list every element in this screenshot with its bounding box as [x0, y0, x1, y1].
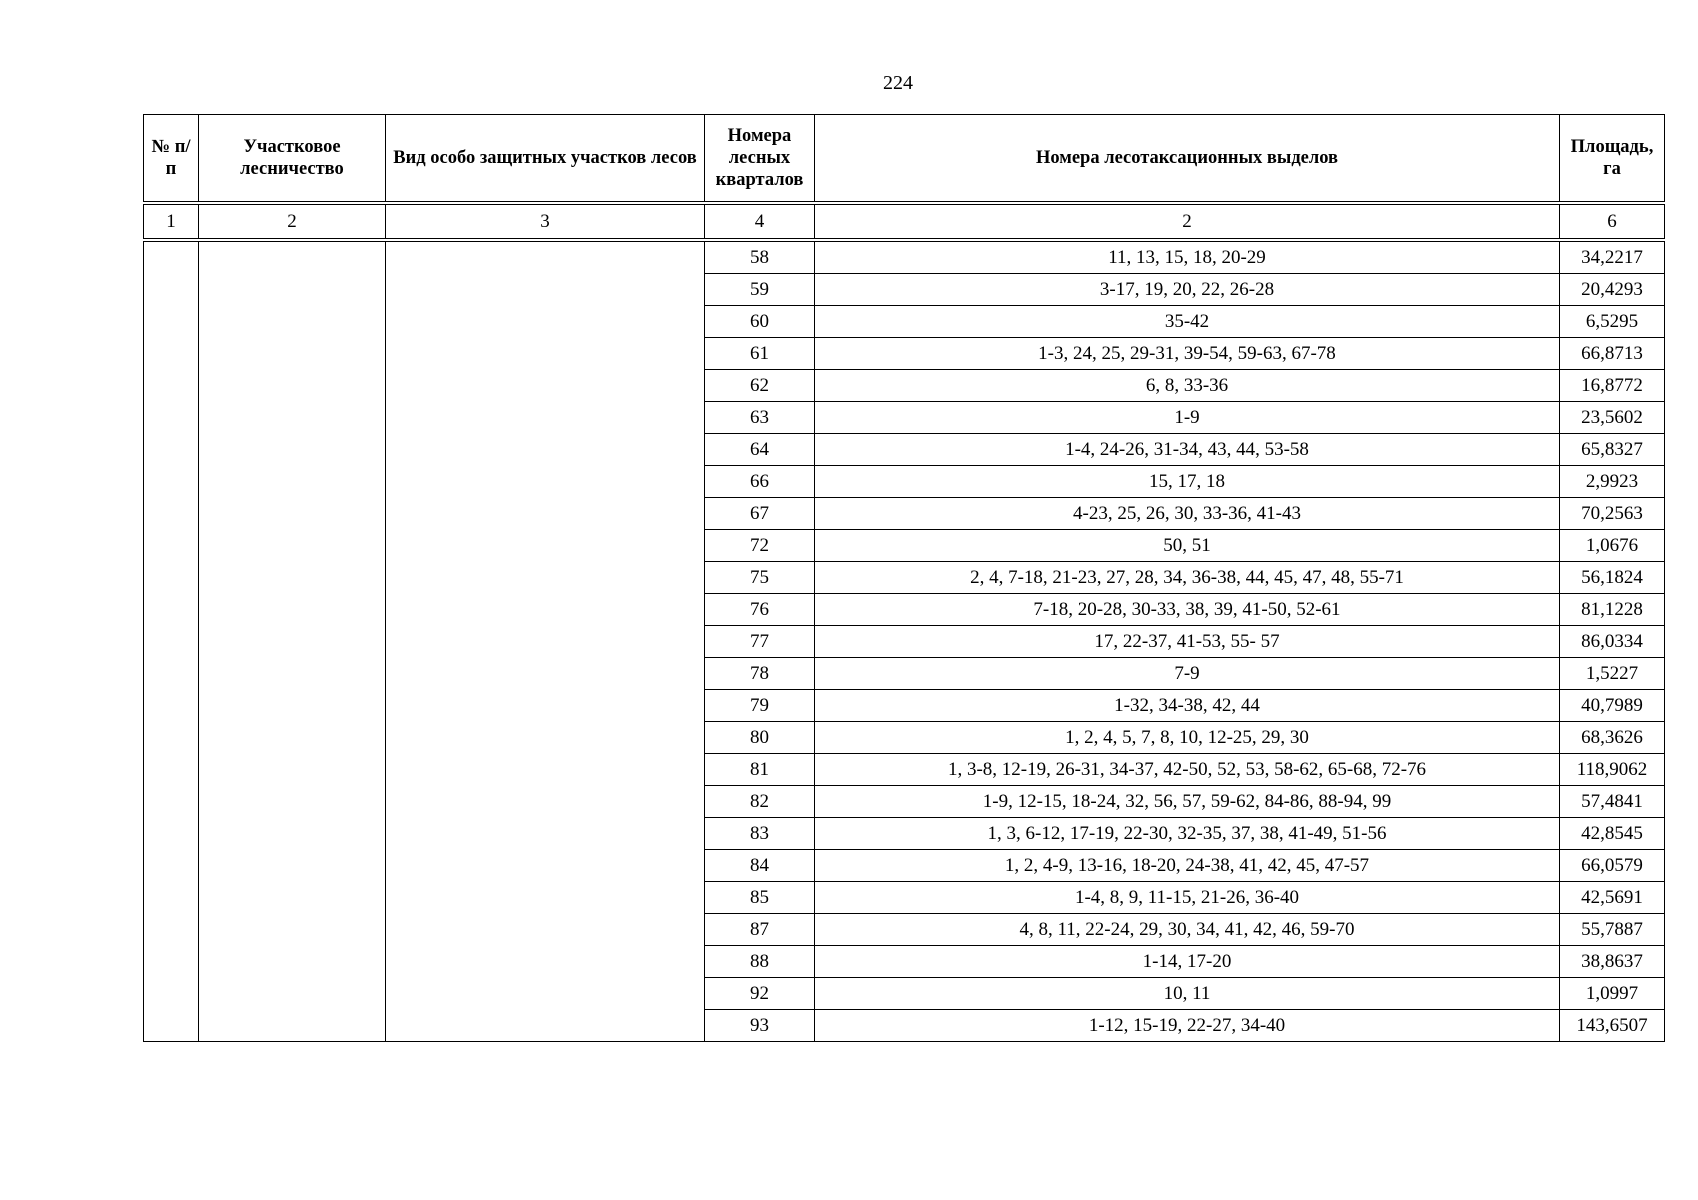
quarter-cell: 61 [705, 338, 815, 370]
quarter-cell: 76 [705, 594, 815, 626]
quarter-cell: 93 [705, 1010, 815, 1042]
header-row [144, 115, 1665, 204]
area-cell: 66,8713 [1560, 338, 1665, 370]
allotments-cell: 1-14, 17-20 [815, 946, 1560, 978]
allotments-cell: 6, 8, 33-36 [815, 370, 1560, 402]
area-cell: 42,8545 [1560, 818, 1665, 850]
merged-cell-protective-type [386, 240, 705, 1042]
allotments-cell: 1, 2, 4, 5, 7, 8, 10, 12-25, 29, 30 [815, 722, 1560, 754]
table-row [144, 240, 1665, 274]
allotments-cell: 1-4, 24-26, 31-34, 43, 44, 53-58 [815, 434, 1560, 466]
quarter-cell: 80 [705, 722, 815, 754]
quarter-cell: 87 [705, 914, 815, 946]
allotments-cell: 7-9 [815, 658, 1560, 690]
quarter-cell: 78 [705, 658, 815, 690]
allotments-cell: 10, 11 [815, 978, 1560, 1010]
area-cell: 42,5691 [1560, 882, 1665, 914]
allotments-cell: 7-18, 20-28, 30-33, 38, 39, 41-50, 52-61 [815, 594, 1560, 626]
allotments-cell: 3-17, 19, 20, 22, 26-28 [815, 274, 1560, 306]
quarter-cell: 67 [705, 498, 815, 530]
column-number: 6 [1560, 203, 1665, 240]
allotments-cell: 50, 51 [815, 530, 1560, 562]
allotments-cell: 15, 17, 18 [815, 466, 1560, 498]
area-cell: 6,5295 [1560, 306, 1665, 338]
quarter-cell: 79 [705, 690, 815, 722]
column-number: 4 [705, 203, 815, 240]
quarter-cell: 81 [705, 754, 815, 786]
header-allotments: Номера лесотаксационных выделов [815, 115, 1560, 204]
allotments-cell: 1-32, 34-38, 42, 44 [815, 690, 1560, 722]
area-cell: 65,8327 [1560, 434, 1665, 466]
quarter-cell: 83 [705, 818, 815, 850]
quarter-cell: 88 [705, 946, 815, 978]
header-quarters: Номера лесных кварталов [705, 115, 815, 204]
quarter-cell: 72 [705, 530, 815, 562]
header-forestry: Участковое лесничество [199, 115, 386, 204]
area-cell: 1,0676 [1560, 530, 1665, 562]
area-cell: 38,8637 [1560, 946, 1665, 978]
area-cell: 34,2217 [1560, 240, 1665, 274]
forest-plots-table [143, 114, 1665, 1042]
area-cell: 86,0334 [1560, 626, 1665, 658]
area-cell: 20,4293 [1560, 274, 1665, 306]
allotments-cell: 1-9 [815, 402, 1560, 434]
area-cell: 40,7989 [1560, 690, 1665, 722]
allotments-cell: 4, 8, 11, 22-24, 29, 30, 34, 41, 42, 46, 59-70 [815, 914, 1560, 946]
area-cell: 23,5602 [1560, 402, 1665, 434]
column-number-row [144, 203, 1665, 240]
quarter-cell: 64 [705, 434, 815, 466]
allotments-cell: 1, 3-8, 12-19, 26-31, 34-37, 42-50, 52, 53, 58-62, 65-68, 72-76 [815, 754, 1560, 786]
allotments-cell: 1-3, 24, 25, 29-31, 39-54, 59-63, 67-78 [815, 338, 1560, 370]
column-number: 1 [144, 203, 199, 240]
area-cell: 70,2563 [1560, 498, 1665, 530]
area-cell: 55,7887 [1560, 914, 1665, 946]
merged-cell-num [144, 240, 199, 1042]
area-cell: 1,0997 [1560, 978, 1665, 1010]
allotments-cell: 1-9, 12-15, 18-24, 32, 56, 57, 59-62, 84-86, 88-94, 99 [815, 786, 1560, 818]
allotments-cell: 1, 3, 6-12, 17-19, 22-30, 32-35, 37, 38, 41-49, 51-56 [815, 818, 1560, 850]
quarter-cell: 75 [705, 562, 815, 594]
allotments-cell: 17, 22-37, 41-53, 55- 57 [815, 626, 1560, 658]
column-number: 2 [199, 203, 386, 240]
quarter-cell: 66 [705, 466, 815, 498]
allotments-cell: 1, 2, 4-9, 13-16, 18-20, 24-38, 41, 42, 45, 47-57 [815, 850, 1560, 882]
quarter-cell: 63 [705, 402, 815, 434]
quarter-cell: 62 [705, 370, 815, 402]
header-num: № п/п [144, 115, 199, 204]
column-number: 3 [386, 203, 705, 240]
quarter-cell: 92 [705, 978, 815, 1010]
allotments-cell: 2, 4, 7-18, 21-23, 27, 28, 34, 36-38, 44, 45, 47, 48, 55-71 [815, 562, 1560, 594]
allotments-cell: 1-12, 15-19, 22-27, 34-40 [815, 1010, 1560, 1042]
quarter-cell: 84 [705, 850, 815, 882]
header-protective-type: Вид особо защитных участков лесов [386, 115, 705, 204]
area-cell: 66,0579 [1560, 850, 1665, 882]
area-cell: 143,6507 [1560, 1010, 1665, 1042]
column-number: 2 [815, 203, 1560, 240]
area-cell: 16,8772 [1560, 370, 1665, 402]
quarter-cell: 85 [705, 882, 815, 914]
allotments-cell: 11, 13, 15, 18, 20-29 [815, 240, 1560, 274]
quarter-cell: 82 [705, 786, 815, 818]
header-area: Площадь, га [1560, 115, 1665, 204]
area-cell: 2,9923 [1560, 466, 1665, 498]
area-cell: 56,1824 [1560, 562, 1665, 594]
allotments-cell: 1-4, 8, 9, 11-15, 21-26, 36-40 [815, 882, 1560, 914]
allotments-cell: 4-23, 25, 26, 30, 33-36, 41-43 [815, 498, 1560, 530]
area-cell: 68,3626 [1560, 722, 1665, 754]
quarter-cell: 58 [705, 240, 815, 274]
area-cell: 81,1228 [1560, 594, 1665, 626]
allotments-cell: 35-42 [815, 306, 1560, 338]
page-number: 224 [883, 72, 913, 94]
merged-cell-forestry [199, 240, 386, 1042]
quarter-cell: 60 [705, 306, 815, 338]
quarter-cell: 77 [705, 626, 815, 658]
table-body [144, 240, 1665, 1042]
area-cell: 1,5227 [1560, 658, 1665, 690]
area-cell: 118,9062 [1560, 754, 1665, 786]
area-cell: 57,4841 [1560, 786, 1665, 818]
quarter-cell: 59 [705, 274, 815, 306]
